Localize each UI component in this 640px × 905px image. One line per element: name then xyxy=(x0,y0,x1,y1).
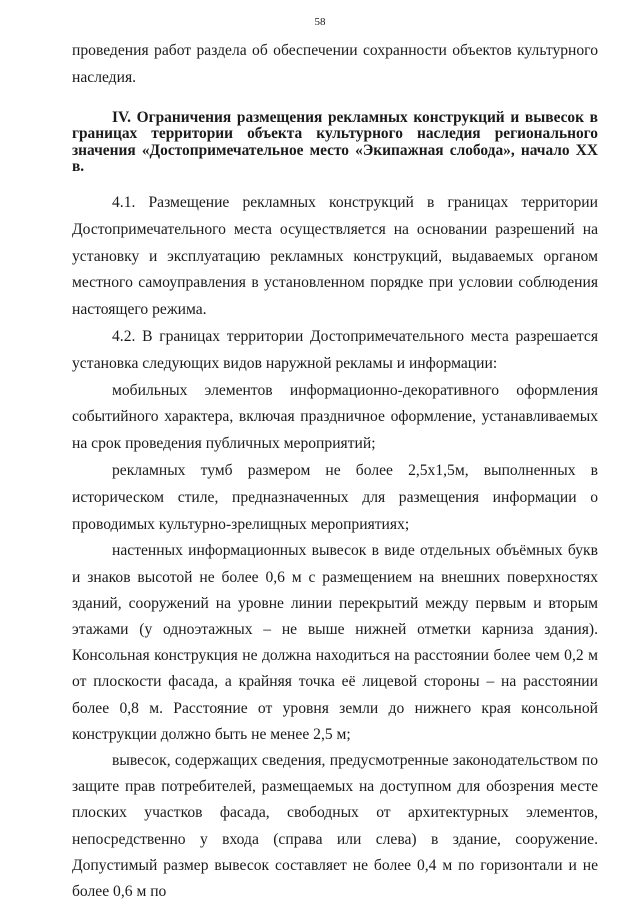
page-number: 58 xyxy=(314,16,326,28)
paragraph-continuation: проведения работ раздела об обеспечении сохранности объектов культурного наследия. xyxy=(72,42,598,86)
list-item-mobile-elements: мобильных элементов информационно-декоративного оформления событийного характера, включая праздничное оформление, устанавливаемых на срок проведения публичных мероприятий; xyxy=(72,381,598,453)
paragraph-4-2: 4.2. В границах территории Достопримечательного места разрешается установка следующих видов наружной рекламы и информации: xyxy=(72,327,598,372)
list-item-consumer-signs: вывесок, содержащих сведения, предусмотренные законодательством по защите прав потребителей, размещаемых на доступном для обозрения месте плоских участков фасада, свободных от архитектурных элементов, непосредственно у входа (справа или слева) в здание, сооружение. Допустимый размер вывесок составляет не более 0,4 м по горизонтали и не более 0,6 м по xyxy=(72,751,598,900)
paragraph-4-1: 4.1. Размещение рекламных конструкций в границах территории Достопримечательного места осуществляется на основании разрешений на установку и эксплуатацию рекламных конструкций, выдаваемых органом местного самоуправления в установленном порядке при условии соблюдения настоящего режима. xyxy=(72,193,598,319)
list-item-wall-signs: настенных информационных вывесок в виде отдельных объёмных букв и знаков высотой не более 0,6 м с размещением на внешних поверхностях зданий, сооружений на уровне линии перекрытий между первым и вторым этажами (у одноэтажных – не выше нижней отметки карниза здания). Консольная конструкция не должна находиться на расстоянии более чем 0,2 м от плоскости фасада, а крайняя точка её лицевой стороны – на расстоянии более 0,8 м. Расстояние от уровня земли до нижнего края консольной конструкции должно быть не менее 2,5 м; xyxy=(72,542,598,743)
section-heading: IV. Ограничения размещения рекламных конструкций и вывесок в границах территории объекта культурного наследия регионального значения «Достопримечательное место «Экипажная слобода», начало XX в. xyxy=(72,108,598,176)
document-body xyxy=(72,38,598,905)
list-item-advertising-stands: рекламных тумб размером не более 2,5х1,5м, выполненных в историческом стиле, предназначенных для размещения информации о проводимых культурно-зрелищных мероприятиях; xyxy=(72,461,598,533)
